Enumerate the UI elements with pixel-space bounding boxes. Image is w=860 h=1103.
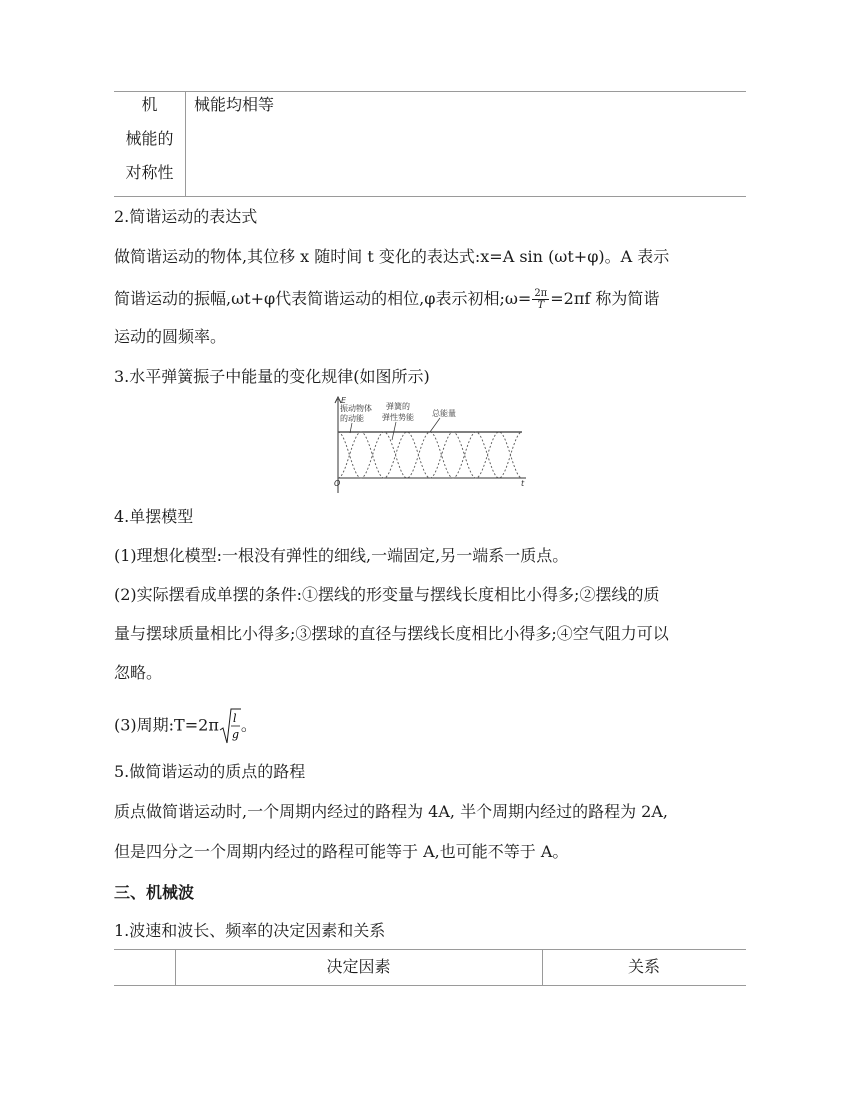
period-formula-line: [114, 706, 257, 746]
kinetic-energy-curve: [338, 432, 522, 478]
origin-label: O: [334, 479, 341, 488]
paragraph-line: 但是四分之一个周期内经过的路程可能等于 A,也可能不等于 A。: [114, 842, 569, 861]
potential-energy-curve: [338, 432, 522, 478]
kinetic-label-line2: 的动能: [340, 414, 364, 423]
total-leader-line: [430, 418, 440, 432]
elastic-leader-line: [392, 422, 396, 440]
table-header-factors: 决定因素: [326, 957, 391, 976]
energy-diagram: [330, 395, 530, 495]
wave-factors-table: [114, 949, 746, 986]
paragraph-line: 量与摆球质量相比小得多;③摆球的直径与摆线长度相比小得多;④空气阻力可以: [114, 624, 669, 643]
paragraph-line: (1)理想化模型:一根没有弹性的细线,一端固定,另一端系一质点。: [114, 546, 569, 565]
text-span: 简谐运动的振幅,ωt+φ代表简谐运动的相位,φ表示初相;ω=: [114, 289, 532, 308]
y-axis-label: E: [341, 396, 347, 405]
fraction-denominator: T: [537, 300, 545, 311]
section-heading: 5.做简谐运动的质点的路程: [114, 762, 306, 781]
paragraph-line: 做简谐运动的物体,其位移 x 随时间 t 变化的表达式:x=A sin (ωt+φ)。A 表示: [114, 247, 670, 266]
fraction-numerator: 2π: [534, 288, 548, 299]
row-header-line: 机: [141, 95, 158, 114]
chapter-heading: 三、机械波: [114, 883, 195, 902]
table-header-relation: 关系: [627, 957, 660, 976]
row-header-line: 对称性: [125, 163, 174, 182]
fraction: [532, 288, 549, 311]
sqrt-denominator: g: [231, 728, 239, 741]
radical-sign: [219, 706, 241, 746]
section-heading: 4.单摆模型: [114, 507, 194, 526]
text-span: 。: [240, 715, 257, 735]
row-header-line: 械能的: [125, 129, 174, 148]
total-energy-label: 总能量: [432, 409, 456, 418]
table-row-header: [114, 92, 185, 194]
sqrt-numerator: l: [232, 712, 237, 725]
square-root: [219, 706, 241, 746]
paragraph-line: 运动的圆频率。: [114, 327, 227, 346]
x-axis-label: t: [521, 479, 525, 488]
table-column-divider: [185, 92, 186, 196]
text-span: =2πf 称为简谐: [550, 289, 660, 308]
paragraph-line: [114, 287, 659, 311]
elastic-label-line2: 弹性势能: [382, 413, 414, 422]
section-heading: 2.简谐运动的表达式: [114, 207, 258, 226]
table-cell-content: 械能均相等: [194, 95, 275, 114]
section-heading: 3.水平弹簧振子中能量的变化规律(如图所示): [114, 367, 430, 386]
text-span: (3)周期:T=2π: [114, 715, 219, 735]
symmetry-table: [114, 91, 746, 197]
paragraph-line: 忽略。: [114, 663, 163, 682]
paragraph-line: 质点做简谐运动时,一个周期内经过的路程为 4A, 半个周期内经过的路程为 2A,: [114, 802, 668, 821]
kinetic-label-line1: 振动物体: [340, 404, 372, 413]
paragraph-line: (2)实际摆看成单摆的条件:①摆线的形变量与摆线长度相比小得多;②摆线的质: [114, 585, 660, 604]
section-heading: 1.波速和波长、频率的决定因素和关系: [114, 921, 386, 940]
elastic-label-line1: 弹簧的: [386, 402, 410, 411]
